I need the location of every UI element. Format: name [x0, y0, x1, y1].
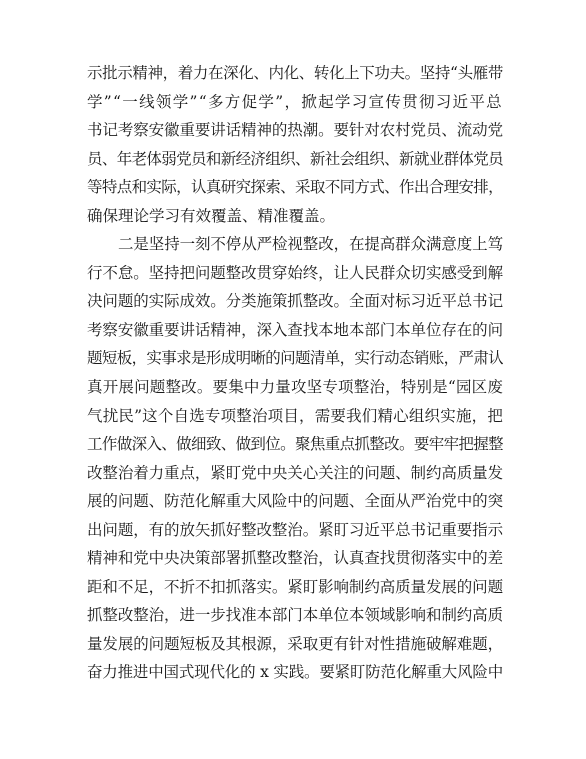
text-line: 等特点和实际，认真研究探索、采取不同方式、作出合理安排，	[87, 178, 503, 197]
paragraph-1	[87, 59, 503, 230]
text-line: 考察安徽重要讲话精神，深入查找本地本部门本单位存在的问	[87, 320, 503, 339]
text-line: 确保理论学习有效覆盖、精准覆盖。	[87, 206, 336, 225]
text-line: 书记考察安徽重要讲话精神的热潮。要针对农村党员、流动党	[87, 121, 503, 140]
text-line: 量发展的问题短板及其根源，采取更有针对性措施破解难题，	[87, 634, 503, 653]
text-line: 工作做深入、做细致、做到位。聚焦重点抓整改。要牢牢把握整	[87, 435, 503, 454]
text-line: 员、年老体弱党员和新经济组织、新社会组织、新就业群体党员	[87, 149, 503, 168]
text-line: 改整治着力重点，紧盯党中央关心关注的问题、制约高质量发	[87, 463, 503, 482]
text-line: 奋力推进中国式现代化的 x 实践。要紧盯防范化解重大风险中	[87, 663, 503, 682]
document-body	[87, 59, 503, 687]
text-line: 行不怠。坚持把问题整改贯穿始终，让人民群众切实感受到解	[87, 263, 503, 282]
text-line: 示批示精神，着力在深化、内化、转化上下功夫。坚持“头雁带	[87, 64, 503, 82]
text-line: 精神和党中央决策部署抓整改整治，认真查找贯彻落实中的差	[87, 549, 503, 568]
text-line: 学”“一线领学”“多方促学”，掀起学习宣传贯彻习近平总	[87, 92, 503, 111]
text-line: 气扰民”这个自选专项整治项目，需要我们精心组织实施，把	[87, 406, 503, 425]
text-line: 展的问题、防范化解重大风险中的问题、全面从严治党中的突	[87, 492, 503, 511]
text-line: 真开展问题整改。要集中力量攻坚专项整治，特别是“园区废	[87, 378, 503, 397]
text-line: 题短板，实事求是形成明晰的问题清单，实行动态销账，严肃认	[87, 349, 503, 368]
text-line: 抓整改整治，进一步找准本部门本单位本领域影响和制约高质	[87, 606, 503, 625]
text-line: 出问题，有的放矢抓好整改整治。紧盯习近平总书记重要指示	[87, 520, 503, 539]
text-line: 二是坚持一刻不停从严检视整改，在提高群众满意度上笃	[118, 235, 503, 254]
paragraph-2	[87, 230, 503, 687]
text-line: 距和不足，不折不扣抓落实。紧盯影响制约高质量发展的问题	[87, 577, 503, 596]
text-line: 决问题的实际成效。分类施策抓整改。全面对标习近平总书记	[87, 292, 503, 311]
